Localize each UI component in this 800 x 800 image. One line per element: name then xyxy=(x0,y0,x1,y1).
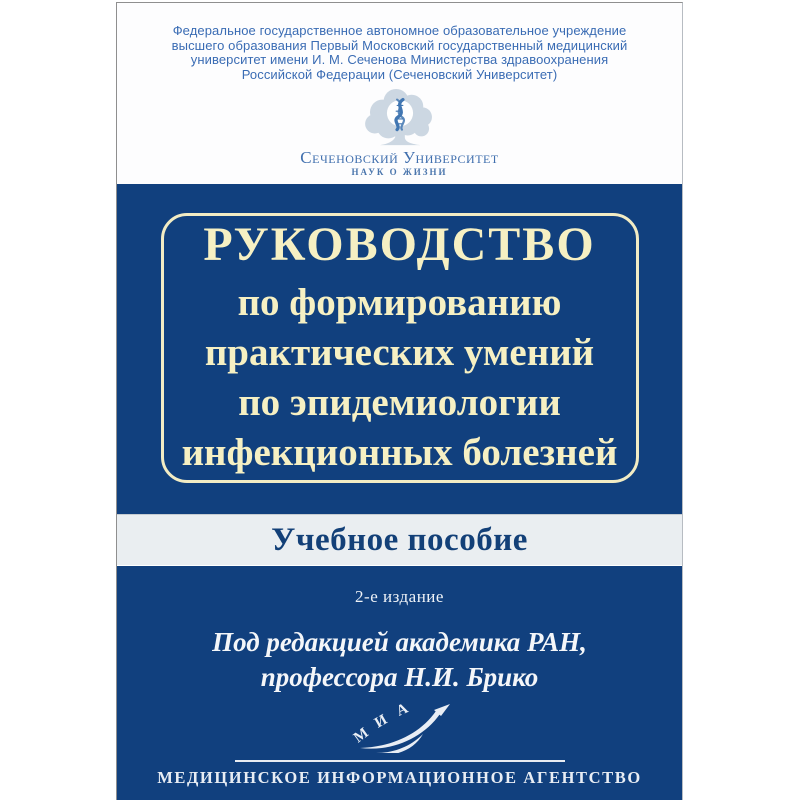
book-cover xyxy=(116,2,683,800)
title-box xyxy=(161,213,639,483)
publisher-name: МЕДИЦИНСКОЕ ИНФОРМАЦИОННОЕ АГЕНТСТВО xyxy=(157,768,642,787)
institution-line: высшего образования Первый Московский государственный медицинский xyxy=(171,37,628,53)
mia-letter-a: А xyxy=(393,701,411,720)
institution-line: университет имени И. М. Сеченова Министерства здравоохранения xyxy=(190,52,609,67)
title-line: практических умений xyxy=(204,331,595,374)
university-tagline: НАУК О ЖИЗНИ xyxy=(351,167,448,177)
title-line: по эпидемиологии xyxy=(238,381,561,424)
institution-text xyxy=(117,24,682,82)
subtitle-band-label: Учебное пособие xyxy=(271,521,528,558)
institution-line: Российской Федерации (Сеченовский Университет) xyxy=(241,66,558,82)
tree-dna-icon xyxy=(352,87,448,149)
edition-label: 2-е издание xyxy=(355,587,444,606)
title-line-main: РУКОВОДСТВО xyxy=(203,218,596,271)
editors-line: профессора Н.И. Брико xyxy=(260,662,539,692)
publisher-divider xyxy=(235,760,565,762)
cover-header xyxy=(117,3,682,184)
institution-line: Федеральное государственное автономное образовательное учреждение xyxy=(172,23,627,38)
mia-letter-i: И xyxy=(371,711,390,732)
editors-line: Под редакцией академика РАН, xyxy=(212,627,587,657)
title-line: по формированию xyxy=(237,281,562,324)
subtitle-band xyxy=(117,514,682,566)
university-name: Сеченовский Университет xyxy=(300,148,499,167)
cover-body xyxy=(117,184,682,800)
mia-letter-m: М xyxy=(350,724,372,747)
publisher-logo xyxy=(330,701,470,753)
editors-block xyxy=(212,625,587,695)
title-line: инфекционных болезней xyxy=(181,431,618,474)
